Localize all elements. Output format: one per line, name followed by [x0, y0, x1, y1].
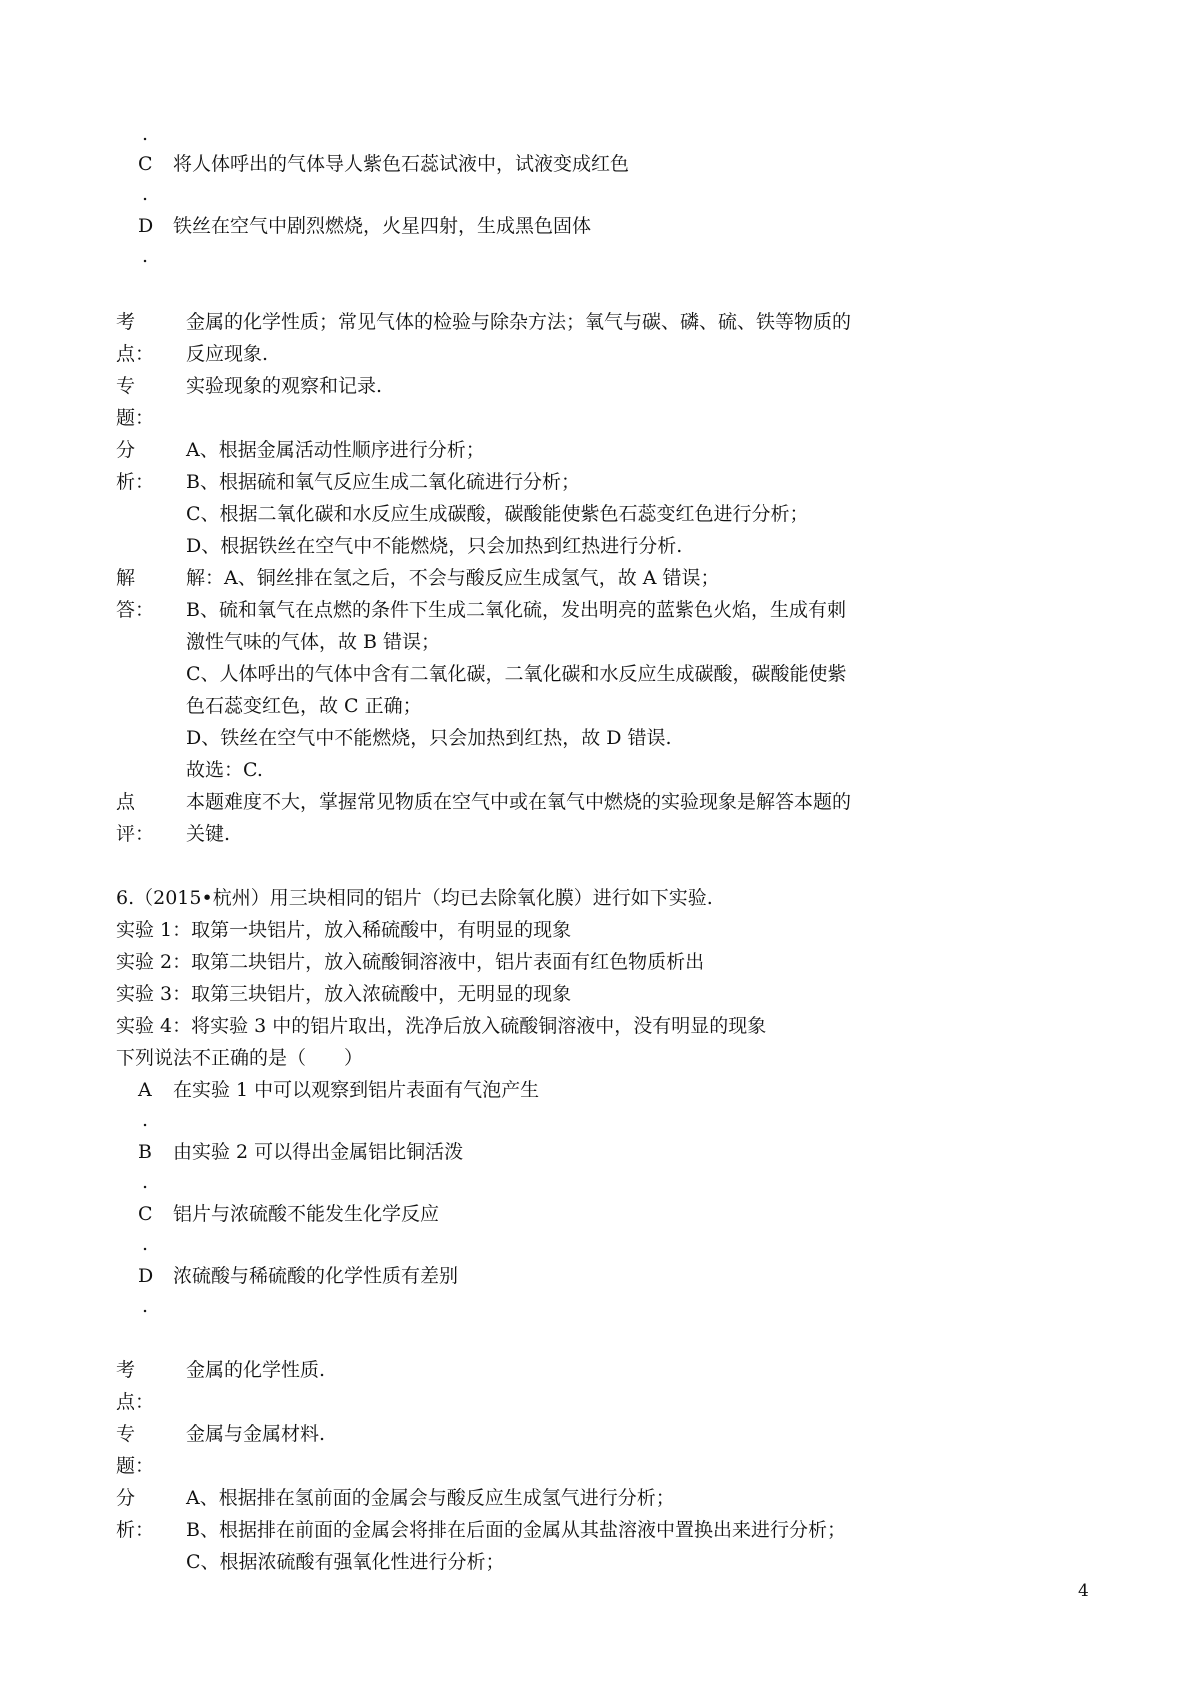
zhuanti-label: 专 [116, 1423, 136, 1445]
zhuanti-line: 金属与金属材料. [186, 1423, 326, 1445]
option-d-text: 浓硫酸与稀硫酸的化学性质有差别 [173, 1265, 459, 1287]
option-c-text: 铝片与浓硫酸不能发生化学反应 [173, 1203, 440, 1225]
question-6-stem-line: 实验 4：将实验 3 中的铝片取出，洗净后放入硫酸铜溶液中，没有明显的现象 [116, 1015, 767, 1037]
option-d-letter: D [138, 215, 154, 237]
kaodian-line: 反应现象. [186, 343, 269, 365]
option-dot: . [142, 245, 149, 267]
jieda-line: B、硫和氧气在点燃的条件下生成二氧化硫，发出明亮的蓝紫色火焰，生成有刺 [186, 599, 846, 621]
option-dot: . [142, 1295, 149, 1317]
zhuanti-line: 实验现象的观察和记录. [186, 375, 383, 397]
option-dot: . [142, 183, 149, 205]
dianping-label: 点 [116, 791, 136, 813]
fenxi-line: B、根据排在前面的金属会将排在后面的金属从其盐溶液中置换出来进行分析； [186, 1519, 846, 1541]
option-d-text: 铁丝在空气中剧烈燃烧，火星四射，生成黑色固体 [173, 215, 592, 237]
kaodian-label-2: 点： [116, 343, 155, 365]
dianping-line: 本题难度不大，掌握常见物质在空气中或在氧气中燃烧的实验现象是解答本题的 [186, 791, 852, 813]
jieda-line: 激性气味的气体，故 B 错误； [186, 631, 441, 653]
option-dot: . [142, 1171, 149, 1193]
question-6-stem-line: 实验 2：取第二块铝片，放入硫酸铜溶液中，铝片表面有红色物质析出 [116, 951, 705, 973]
fenxi-line: C、根据浓硫酸有强氧化性进行分析； [186, 1551, 505, 1573]
option-c-letter: C [138, 1203, 153, 1225]
kaodian-label: 考 [116, 311, 136, 333]
fenxi-line: A、根据金属活动性顺序进行分析； [186, 439, 485, 461]
option-dot: . [142, 1109, 149, 1131]
jieda-line: 故选：C. [186, 759, 263, 781]
question-6-stem-line: 实验 3：取第三块铝片，放入浓硫酸中，无明显的现象 [116, 983, 572, 1005]
fenxi-line: D、根据铁丝在空气中不能燃烧，只会加热到红热进行分析. [186, 535, 683, 557]
question-6-prompt: 下列说法不正确的是（ ） [116, 1047, 364, 1069]
question-6-title: 6.（2015•杭州）用三块相同的铝片（均已去除氧化膜）进行如下实验. [116, 887, 713, 909]
kaodian-line: 金属的化学性质；常见气体的检验与除杂方法；氧气与碳、磷、硫、铁等物质的 [186, 311, 852, 333]
kaodian-label: 考 [116, 1359, 136, 1381]
option-c-text: 将人体呼出的气体导人紫色石蕊试液中，试液变成红色 [173, 153, 630, 175]
fenxi-label: 分 [116, 1487, 136, 1509]
zhuanti-label: 专 [116, 375, 136, 397]
zhuanti-label-2: 题： [116, 1455, 155, 1477]
kaodian-label-2: 点： [116, 1391, 155, 1413]
option-dot: . [142, 123, 149, 145]
option-c-letter: C [138, 153, 153, 175]
option-b-letter: B [138, 1141, 152, 1163]
page-number: 4 [1078, 1581, 1089, 1601]
option-dot: . [142, 1233, 149, 1255]
option-d-letter: D [138, 1265, 154, 1287]
zhuanti-label-2: 题： [116, 407, 155, 429]
option-a-letter: A [138, 1079, 152, 1101]
jieda-line: D、铁丝在空气中不能燃烧，只会加热到红热，故 D 错误. [186, 727, 672, 749]
fenxi-line: B、根据硫和氧气反应生成二氧化硫进行分析； [186, 471, 580, 493]
dianping-line: 关键. [186, 823, 231, 845]
fenxi-label: 分 [116, 439, 136, 461]
question-6-stem-line: 实验 1：取第一块铝片，放入稀硫酸中，有明显的现象 [116, 919, 572, 941]
fenxi-label-2: 析： [116, 471, 155, 493]
jieda-line: 色石蕊变红色，故 C 正确； [186, 695, 422, 717]
fenxi-line: A、根据排在氢前面的金属会与酸反应生成氢气进行分析； [186, 1487, 675, 1509]
option-b-text: 由实验 2 可以得出金属铝比铜活泼 [173, 1141, 464, 1163]
dianping-label-2: 评： [116, 823, 155, 845]
option-a-text: 在实验 1 中可以观察到铝片表面有气泡产生 [173, 1079, 540, 1101]
jieda-label-2: 答： [116, 599, 155, 621]
fenxi-line: C、根据二氧化碳和水反应生成碳酸，碳酸能使紫色石蕊变红色进行分析； [186, 503, 809, 525]
jieda-line: C、人体呼出的气体中含有二氧化碳，二氧化碳和水反应生成碳酸，碳酸能使紫 [186, 663, 847, 685]
jieda-label: 解 [116, 567, 136, 589]
kaodian-line: 金属的化学性质. [186, 1359, 326, 1381]
fenxi-label-2: 析： [116, 1519, 155, 1541]
jieda-line: 解：A、铜丝排在氢之后，不会与酸反应生成氢气，故 A 错误； [186, 567, 720, 589]
